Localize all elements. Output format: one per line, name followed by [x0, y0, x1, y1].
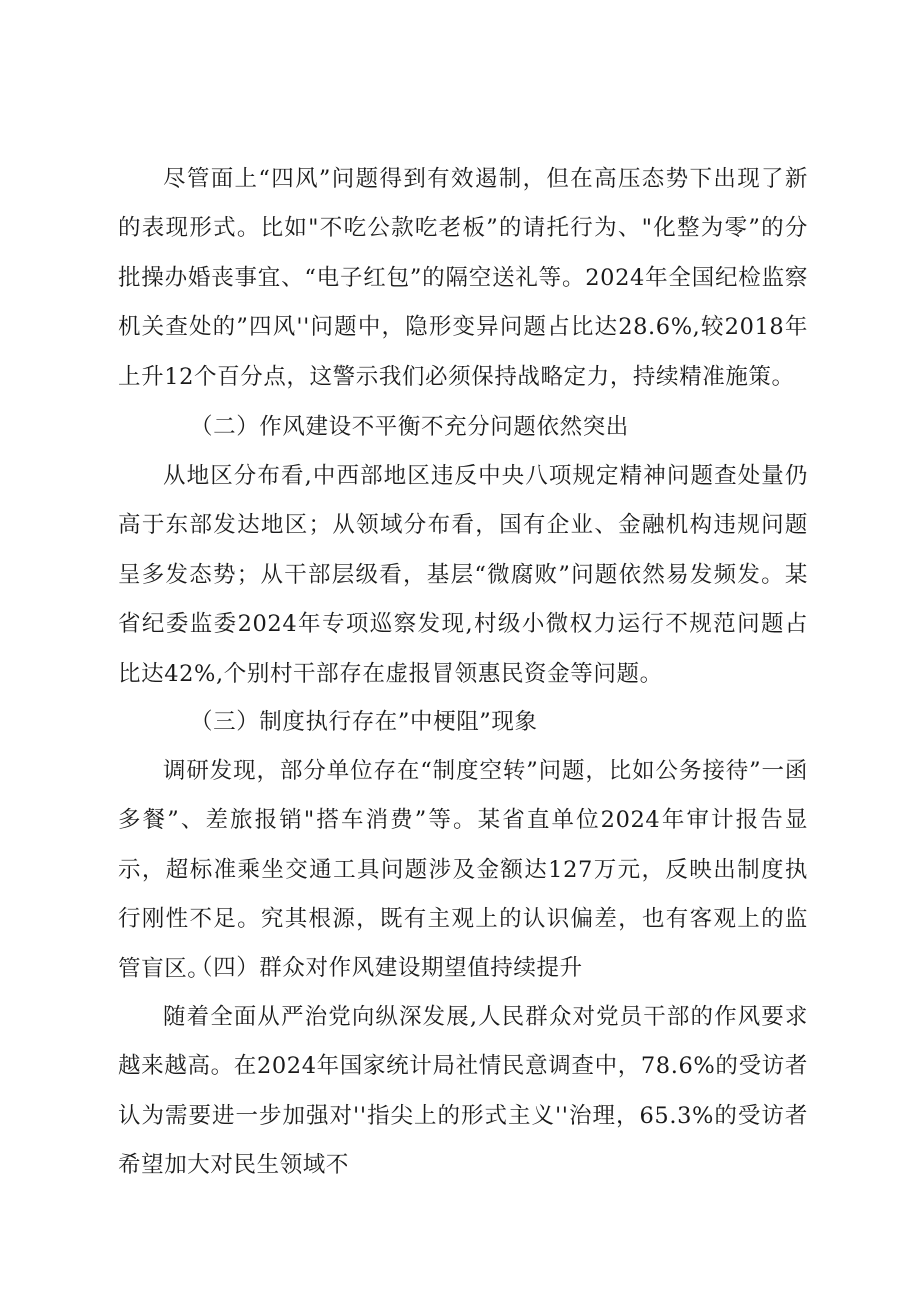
- paragraph-public-expectation: 随着全面从严治党向纵深发展,人民群众对党员干部的作风要求越来越高。在2024年国家统计局社情民意调查中，78.6%的受访者认为需要进一步加强对''指尖上的形式主义''治理，65.3%的受访者希望加大对民生领域不: [118, 1004, 808, 1179]
- paragraph-hidden-variants: 尽管面上“四风”问题得到有效遏制，但在高压态势下出现了新的表现形式。比如"不吃公款吃老板”的请托行为、"化整为零”的分批操办婚丧事宜、“电子红包”的隔空送礼等。2024年全国纪检监察机关查处的”四风''问题中，隐形变异问题占比达28.6%,较2018年上升12个百分点，这警示我们必须保持战略定力，持续精准施策。: [118, 166, 808, 390]
- section-heading-2: （二）作风建设不平衡不充分问题依然突出: [190, 414, 629, 440]
- section-heading-4: （四）群众对作风建设期望值持续提升: [190, 955, 583, 981]
- section-heading-3: （三）制度执行存在”中梗阻”现象: [190, 709, 538, 735]
- paragraph-institution-execution: 调研发现，部分单位存在“制度空转”问题，比如公务接待”一函多餐”、差旅报销"搭车消费”等。某省直单位2024年审计报告显示，超标准乘坐交通工具问题涉及金额达127万元，反映出制度执行刚性不足。究其根源，既有主观上的认识偏差，也有客观上的监管盲区。: [118, 758, 808, 982]
- paragraph-imbalance: 从地区分布看,中西部地区违反中央八项规定精神问题查处量仍高于东部发达地区；从领域分布看，国有企业、金融机构违规问题呈多发态势；从干部层级看，基层“微腐败”问题依然易发频发。某省纪委监委2024年专项巡察发现,村级小微权力运行不规范问题占比达42%,个别村干部存在虚报冒领惠民资金等问题。: [118, 463, 808, 687]
